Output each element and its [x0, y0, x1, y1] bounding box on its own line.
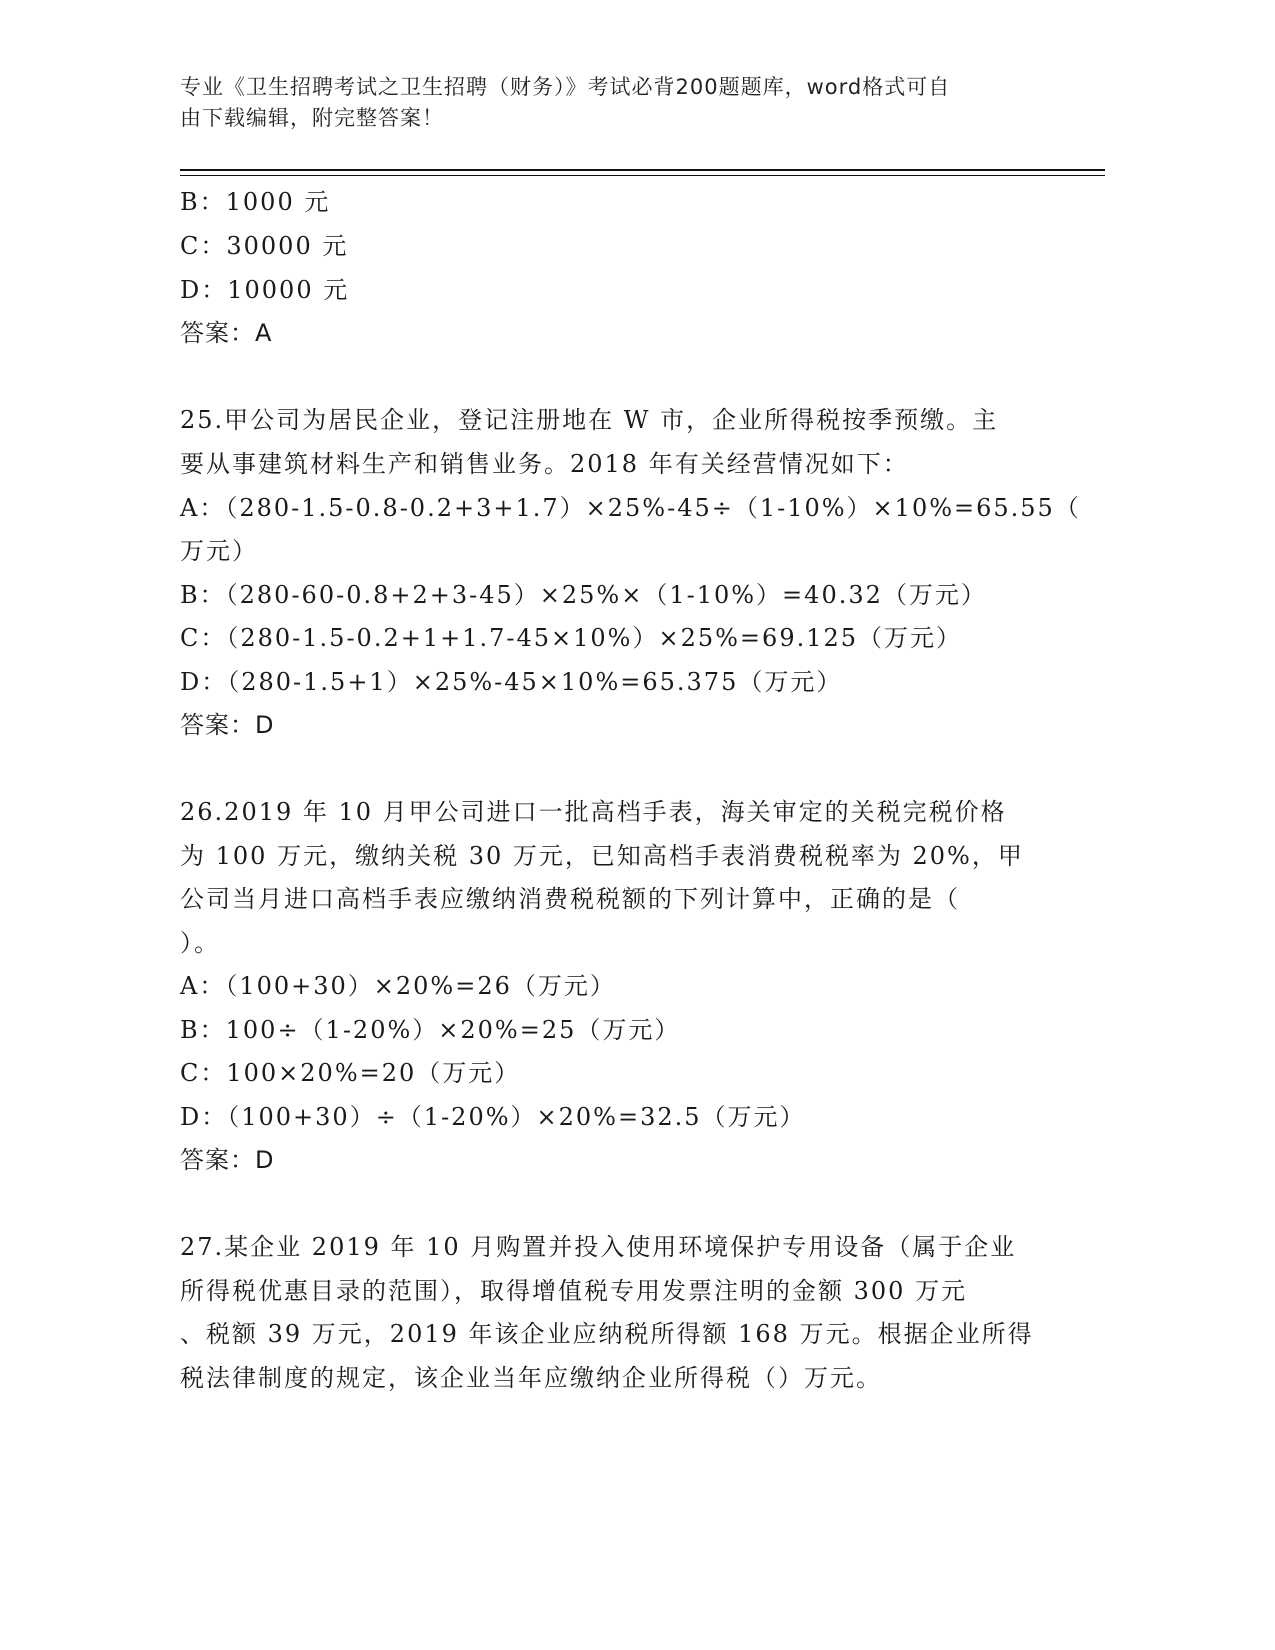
q25-option-d: D：（280-1.5+1）×25%-45×10%=65.375（万元） [180, 668, 843, 696]
page-header [180, 72, 1040, 134]
q25-stem-line-1: 25.甲公司为居民企业，登记注册地在 W 市，企业所得税按季预缴。主 [180, 406, 999, 434]
q25-answer: 答案：D [180, 711, 275, 739]
q24-option-c: C：30000 元 [180, 232, 349, 260]
header-title-line-2: 由下载编辑，附完整答案！ [180, 106, 444, 130]
q27-stem-line-1: 27.某企业 2019 年 10 月购置并投入使用环境保护专用设备（属于企业 [180, 1233, 1017, 1261]
q26-option-c: C：100×20%=20（万元） [180, 1059, 521, 1087]
q26-option-d: D：（100+30）÷（1-20%）×20%=32.5（万元） [180, 1103, 806, 1131]
header-title-line-1: 专业《卫生招聘考试之卫生招聘（财务）》考试必背200题题库，word格式可自 [180, 75, 951, 99]
q26-answer: 答案：D [180, 1146, 275, 1174]
q25-option-b: B：（280-60-0.8+2+3-45）×25%×（1-10%）=40.32（万元） [180, 581, 987, 609]
q25-option-a-line-2: 万元） [180, 537, 258, 565]
q25-option-c: C：（280-1.5-0.2+1+1.7-45×10%）×25%=69.125（万元） [180, 624, 963, 652]
q26-stem-line-2: 为 100 万元，缴纳关税 30 万元，已知高档手表消费税税率为 20%，甲 [180, 842, 1024, 870]
q27-stem-line-4: 税法律制度的规定，该企业当年应缴纳企业所得税（）万元。 [180, 1364, 882, 1392]
q24-answer: 答案：A [180, 319, 273, 347]
q27-stem-line-3: 、税额 39 万元，2019 年该企业应纳税所得额 168 万元。根据企业所得 [180, 1320, 1034, 1348]
q25-stem-line-2: 要从事建筑材料生产和销售业务。2018 年有关经营情况如下： [180, 450, 909, 478]
q26-stem-line-3: 公司当月进口高档手表应缴纳消费税税额的下列计算中，正确的是（ [180, 885, 960, 913]
q26-stem-line-4: ）。 [180, 929, 220, 957]
q26-option-a: A：（100+30）×20%=26（万元） [180, 972, 616, 1000]
header-divider-thin [180, 175, 1105, 176]
q27-stem-line-2: 所得税优惠目录的范围），取得增值税专用发票注明的金额 300 万元 [180, 1277, 968, 1305]
q26-option-b: B：100÷（1-20%）×20%=25（万元） [180, 1016, 681, 1044]
q25-option-a-line-1: A：（280-1.5-0.8-0.2+3+1.7）×25%-45÷（1-10%）×10%=65.55（ [180, 494, 1081, 522]
header-divider-thick [180, 169, 1105, 171]
q24-option-d: D：10000 元 [180, 276, 350, 304]
q24-option-b: B：1000 元 [180, 188, 331, 216]
q26-stem-line-1: 26.2019 年 10 月甲公司进口一批高档手表，海关审定的关税完税价格 [180, 798, 1007, 826]
